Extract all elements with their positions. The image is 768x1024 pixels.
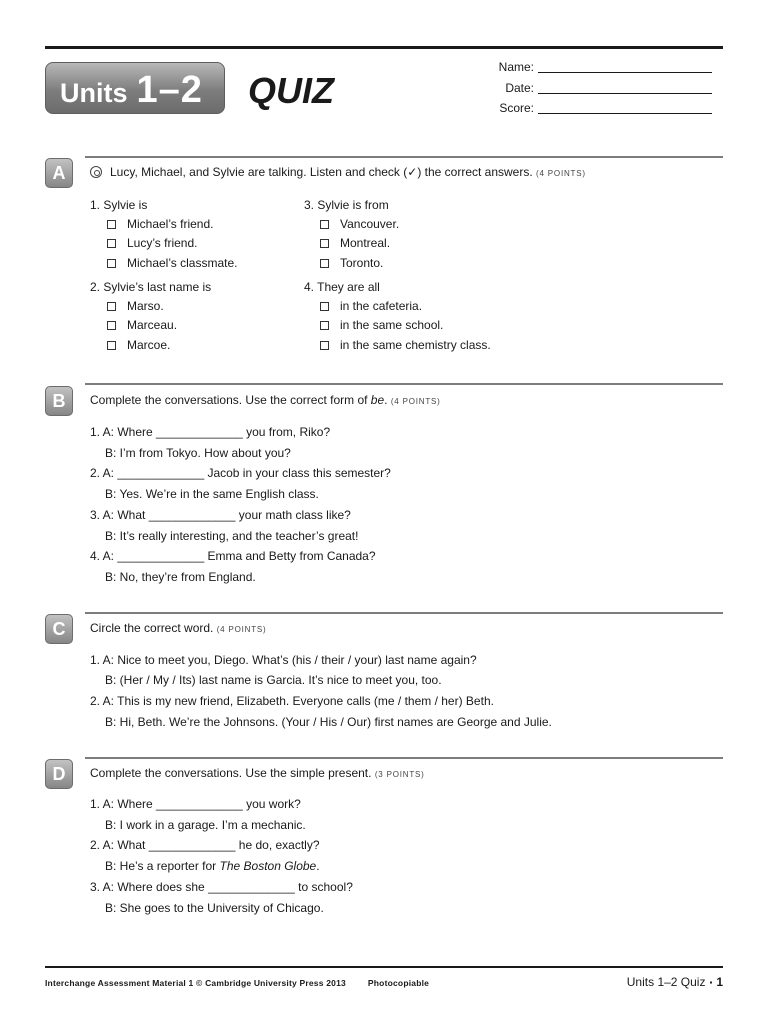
section-b-rule [85, 383, 723, 385]
option-label: Lucy’s friend. [127, 236, 198, 250]
footer-left [45, 978, 429, 988]
option-label: Michael’s friend. [127, 217, 214, 231]
option-a3-2[interactable] [320, 236, 390, 250]
score-label: Score: [499, 101, 534, 115]
section-c-line: 2. A: This is my new friend, Elizabeth. Everyone calls (me / them / her) Beth. [90, 694, 494, 708]
checkbox[interactable] [107, 259, 116, 268]
checkbox[interactable] [320, 220, 329, 229]
checkbox[interactable] [320, 259, 329, 268]
section-a-instruction-text: Lucy, Michael, and Sylvie are talking. Listen and check (✓) the correct answers. [110, 165, 533, 179]
checkbox[interactable] [107, 302, 116, 311]
date-row [470, 81, 712, 95]
section-c-rule [85, 612, 723, 614]
option-a1-2[interactable] [107, 236, 197, 250]
section-b-line: 4. A: _____________ Emma and Betty from Canada? [90, 549, 376, 563]
name-field[interactable] [538, 60, 712, 73]
question-a1-prompt: 1. Sylvie is [90, 198, 148, 212]
section-a-instruction [90, 165, 586, 179]
option-a1-1[interactable] [107, 217, 213, 231]
date-label: Date: [505, 81, 534, 95]
section-d-line: 3. A: Where does she _____________ to school? [90, 880, 353, 894]
section-c-instruction-text: Circle the correct word. [90, 621, 214, 635]
section-d-instruction-text: Complete the conversations. Use the simple present. [90, 766, 372, 780]
checkbox[interactable] [320, 341, 329, 350]
question-a2-prompt: 2. Sylvie’s last name is [90, 280, 212, 294]
option-a3-3[interactable] [320, 256, 383, 270]
section-a-points: (4 POINTS) [536, 169, 586, 178]
checkbox[interactable] [320, 239, 329, 248]
footer-quiz-label: Units 1–2 Quiz [626, 975, 706, 989]
units-range: 1–2 [136, 69, 203, 111]
option-label: Toronto. [340, 256, 384, 270]
question-a3-prompt: 3. Sylvie is from [304, 198, 389, 212]
checkbox[interactable] [320, 321, 329, 330]
option-label: Marcoe. [127, 338, 171, 352]
checkbox[interactable] [320, 302, 329, 311]
section-b-instruction-text: Complete the conversations. Use the correct form of [90, 393, 371, 407]
section-b-line: B: No, they’re from England. [105, 570, 256, 584]
option-a4-2[interactable] [320, 318, 443, 332]
name-label: Name: [498, 60, 534, 74]
section-d-rule [85, 757, 723, 759]
section-d-line: 2. A: What _____________ he do, exactly? [90, 838, 320, 852]
section-c-instruction [90, 621, 267, 635]
option-label: in the same chemistry class. [340, 338, 491, 352]
name-row [470, 60, 712, 74]
section-d-instruction [90, 766, 425, 780]
section-b-line: 1. A: Where _____________ you from, Riko? [90, 425, 331, 439]
option-label: Vancouver. [340, 217, 400, 231]
copyright-text: Interchange Assessment Material 1 © Cambridge University Press 2013 [45, 978, 346, 988]
question-a4-prompt: 4. They are all [304, 280, 380, 294]
quiz-title: QUIZ [248, 70, 334, 111]
reporter-end: . [316, 859, 320, 873]
footer-bullet: ▪ [709, 978, 713, 987]
section-b-instruction-end: . [384, 393, 388, 407]
section-d-points: (3 POINTS) [374, 770, 425, 779]
option-label: Montreal. [340, 236, 391, 250]
option-a2-1[interactable] [107, 299, 164, 313]
option-label: in the cafeteria. [340, 299, 423, 313]
section-d-line: B: I work in a garage. I’m a mechanic. [105, 818, 306, 832]
score-row [470, 101, 712, 115]
section-c-badge: C [45, 614, 73, 644]
section-d-line: B: She goes to the University of Chicago. [105, 901, 324, 915]
section-a-rule [85, 156, 723, 158]
section-b-line: B: I’m from Tokyo. How about you? [105, 446, 291, 460]
section-b-instruction [90, 393, 441, 407]
checkbox[interactable] [107, 239, 116, 248]
section-b-instruction-emphasis: be [370, 393, 385, 407]
checkbox[interactable] [107, 220, 116, 229]
option-a2-2[interactable] [107, 318, 177, 332]
reporter-text: B: He’s a reporter for [105, 859, 220, 873]
option-label: Marceau. [127, 318, 178, 332]
section-c-line: 1. A: Nice to meet you, Diego. What’s (his / their / your) last name again? [90, 653, 477, 667]
section-a-badge: A [45, 158, 73, 188]
section-b-line: 3. A: What _____________ your math class like? [90, 508, 351, 522]
section-b-points: (4 POINTS) [390, 397, 441, 406]
option-label: Marso. [127, 299, 164, 313]
checkbox[interactable] [107, 321, 116, 330]
option-a4-1[interactable] [320, 299, 422, 313]
option-a3-1[interactable] [320, 217, 399, 231]
section-c-points: (4 POINTS) [216, 625, 267, 634]
section-c-line: B: Hi, Beth. We’re the Johnsons. (Your / His / Our) first names are George and Julie. [105, 715, 552, 729]
option-a1-3[interactable] [107, 256, 237, 270]
photocopiable-text: Photocopiable [367, 978, 430, 988]
section-d-line: 1. A: Where _____________ you work? [90, 797, 301, 811]
date-field[interactable] [538, 81, 712, 94]
section-d-badge: D [45, 759, 73, 789]
section-b-line: B: It’s really interesting, and the teacher’s great! [105, 529, 359, 543]
section-b-badge: B [45, 386, 73, 416]
units-badge [45, 62, 225, 114]
option-a2-3[interactable] [107, 338, 170, 352]
newspaper-title: The Boston Globe [219, 859, 317, 873]
score-field[interactable] [538, 101, 712, 114]
top-rule [45, 46, 723, 49]
option-a4-3[interactable] [320, 338, 491, 352]
section-b-line: 2. A: _____________ Jacob in your class this semester? [90, 466, 391, 480]
units-word: Units [60, 78, 128, 108]
section-c-line: B: (Her / My / Its) last name is Garcia. It’s nice to meet you, too. [105, 673, 442, 687]
section-d-line [105, 859, 320, 873]
option-label: Michael’s classmate. [127, 256, 238, 270]
audio-cd-icon [90, 166, 102, 178]
checkbox[interactable] [107, 341, 116, 350]
page-number: 1 [716, 975, 723, 989]
footer-right [627, 975, 723, 989]
footer-rule [45, 966, 723, 968]
option-label: in the same school. [340, 318, 444, 332]
section-b-line: B: Yes. We’re in the same English class. [105, 487, 319, 501]
